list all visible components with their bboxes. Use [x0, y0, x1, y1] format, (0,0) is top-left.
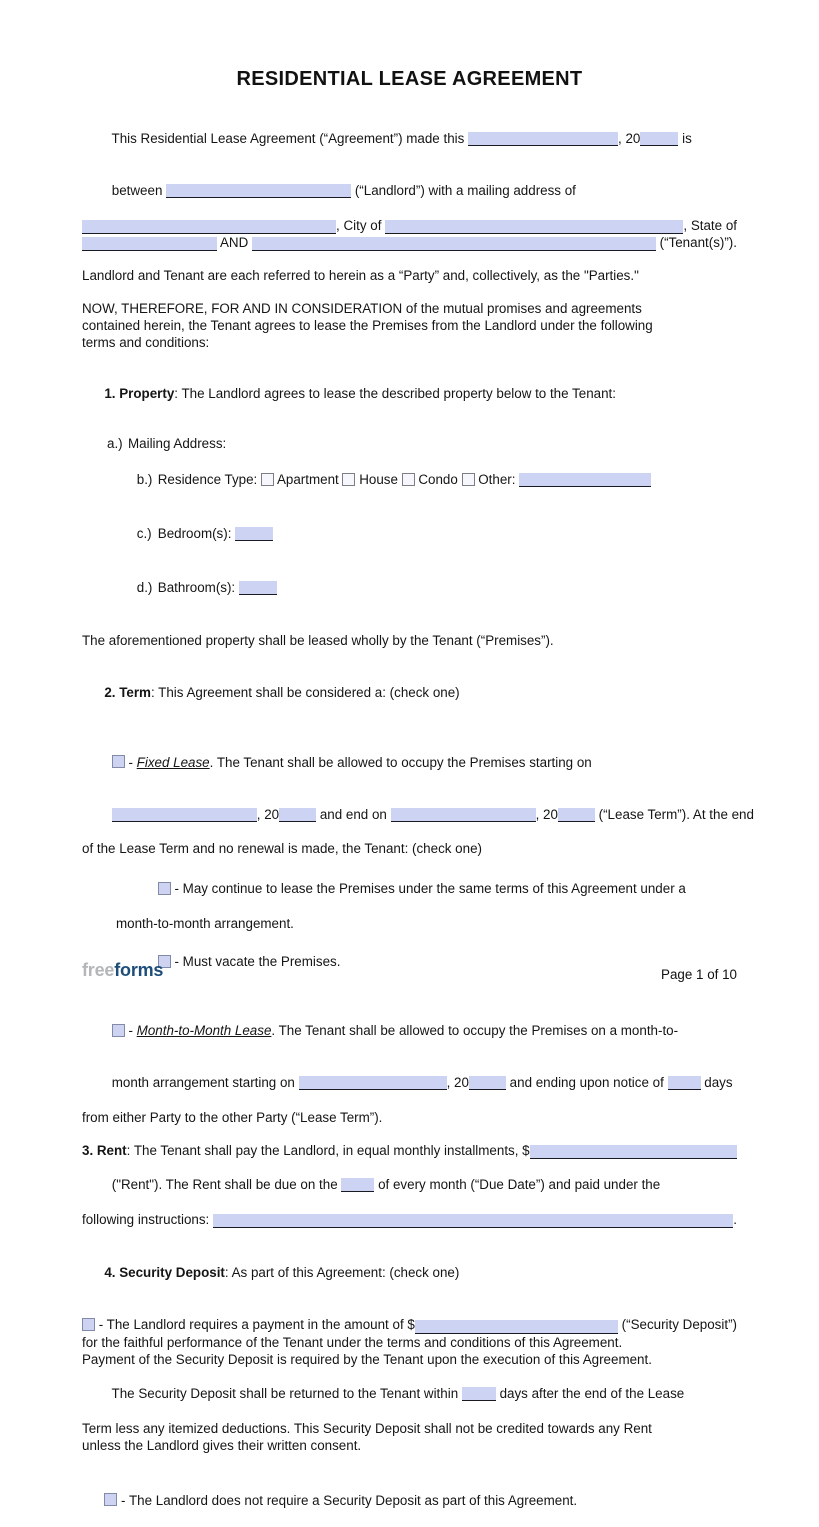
field-residence-other[interactable] [519, 473, 651, 487]
mtm-l2-text: month arrangement starting on [111, 1074, 299, 1090]
bathrooms-label: Bathroom(s): [157, 580, 239, 596]
field-tenant-names[interactable] [252, 237, 656, 251]
field-payment-instructions[interactable] [213, 1214, 733, 1228]
logo-forms-text: forms [114, 960, 164, 980]
list-item-residence-type [82, 453, 737, 507]
fixed-lease-dash: - [124, 754, 137, 770]
list-marker-a: a.) [107, 436, 123, 452]
field-fixed-end-year[interactable] [558, 808, 595, 822]
deposit-l1-text2: (“Security Deposit”) [617, 1317, 737, 1333]
list-marker-b: b.) [136, 472, 153, 488]
mtm-l2-text3: and ending upon notice of [505, 1074, 668, 1090]
deposit-line-1 [82, 1316, 737, 1333]
field-fixed-start-date[interactable] [112, 808, 257, 822]
list-marker-d: d.) [136, 580, 153, 596]
term-heading-label: 2. Term [104, 685, 151, 701]
checkbox-fixed-lease[interactable] [112, 755, 125, 768]
deposit-l4-text: The Security Deposit shall be returned to the Tenant within [111, 1386, 462, 1402]
deposit-l1-text: - The Landlord requires a payment in the amount of $ [95, 1317, 415, 1333]
fixed-lease-paragraph [82, 737, 754, 988]
security-heading-label: 4. Security Deposit [104, 1264, 225, 1280]
deposit-l4-text2: days after the end of the Lease [495, 1386, 685, 1402]
rent-line-2 [82, 1159, 737, 1211]
fixed-lease-line-1 [82, 737, 737, 789]
freeforms-logo [82, 959, 163, 981]
mailing-address-label: Mailing Address: [128, 436, 230, 452]
premises-note: The aforementioned property shall be leased wholly by the Tenant (“Premises”). [82, 633, 554, 649]
deposit-line-4 [82, 1368, 737, 1420]
checkbox-condo[interactable] [402, 473, 415, 486]
consideration-paragraph [82, 300, 737, 352]
checkbox-no-deposit[interactable] [104, 1493, 117, 1506]
property-list [82, 435, 737, 615]
fixed-lease-l2-text3: , 20 [535, 806, 558, 822]
intro-l1-text2: , 20 [618, 131, 641, 147]
bedrooms-label: Bedroom(s): [157, 526, 236, 542]
house-label: House [355, 472, 402, 488]
may-continue-text: - May continue to lease the Premises under the same terms of this Agreement under a [170, 881, 686, 897]
field-deposit-return-days[interactable] [462, 1387, 496, 1401]
field-fixed-end-date[interactable] [391, 808, 536, 822]
field-fixed-start-year[interactable] [279, 808, 316, 822]
security-heading-rest: : As part of this Agreement: (check one) [224, 1264, 460, 1280]
rent-heading-rest: : The Tenant shall pay the Landlord, in equal monthly installments, $ [126, 1142, 530, 1158]
rent-l2-text: ("Rent"). The Rent shall be due on the [111, 1177, 342, 1193]
field-agreement-year[interactable] [640, 132, 678, 146]
checkbox-month-to-month[interactable] [112, 1024, 125, 1037]
fixed-lease-l2-text4: (“Lease Term”). At the end [594, 806, 754, 822]
intro-l2-text: between [111, 183, 167, 199]
intro-l4-text: AND [217, 235, 252, 251]
field-state[interactable] [82, 237, 217, 251]
field-city[interactable] [385, 220, 683, 234]
field-bathrooms[interactable] [239, 581, 277, 595]
fixed-lease-l2-text2: and end on [316, 806, 391, 822]
deposit-required-paragraph [82, 1316, 737, 1454]
list-marker-c: c.) [136, 526, 152, 542]
deposit-line-2: for the faithful performance of the Tenant under the terms and conditions of this Agreement. [82, 1334, 623, 1350]
mtm-l2-text2: , 20 [446, 1074, 469, 1090]
rent-line-1 [82, 1142, 737, 1159]
fixed-lease-l2-text: , 20 [256, 806, 280, 822]
mtm-line-3: from either Party to the other Party (“Lease Term”). [82, 1109, 383, 1125]
option-may-continue-line-1 [82, 863, 737, 915]
residence-type-label: Residence Type: [157, 472, 261, 488]
intro-line-3 [82, 217, 737, 234]
intro-l4-text2: (“Tenant(s)”). [655, 235, 737, 251]
list-item-bedrooms [82, 507, 737, 561]
property-heading-label: 1. Property [104, 385, 175, 401]
deposit-line-5: Term less any itemized deductions. This Security Deposit shall not be credited towards any Rent [82, 1421, 652, 1437]
consideration-line-2: contained herein, the Tenant agrees to lease the Premises from the Landlord under the following [82, 317, 653, 333]
rent-paragraph [82, 1142, 737, 1228]
mtm-line-2 [82, 1057, 737, 1109]
fixed-lease-line-3: of the Lease Term and no renewal is made, the Tenant: (check one) [82, 841, 482, 857]
field-landlord-address[interactable] [82, 220, 336, 234]
no-deposit-text: - The Landlord does not require a Security Deposit as part of this Agreement. [117, 1492, 578, 1508]
checkbox-apartment[interactable] [261, 473, 274, 486]
checkbox-may-continue[interactable] [158, 882, 171, 895]
must-vacate-text: - Must vacate the Premises. [170, 954, 341, 970]
field-rent-due-day[interactable] [341, 1178, 374, 1192]
intro-l1-text3: is [678, 131, 692, 147]
option-may-continue-line-2: month-to-month arrangement. [116, 915, 294, 931]
intro-l2-text2: (“Landlord”) with a mailing address of [351, 183, 576, 199]
rent-l2-text2: of every month (“Due Date”) and paid under the [374, 1177, 661, 1193]
field-mtm-notice-days[interactable] [668, 1076, 701, 1090]
condo-label: Condo [414, 472, 462, 488]
list-item-bathrooms [82, 561, 737, 615]
no-deposit-paragraph [82, 1475, 737, 1527]
checkbox-house[interactable] [342, 473, 355, 486]
fixed-lease-name: Fixed Lease [136, 754, 210, 770]
mtm-text: . The Tenant shall be allowed to occupy the Premises on a month-to- [271, 1023, 679, 1039]
intro-line-2 [82, 165, 737, 217]
section-property-heading [82, 368, 737, 420]
mtm-name: Month-to-Month Lease [136, 1023, 272, 1039]
page-number: Page 1 of 10 [661, 967, 737, 982]
intro-line-4 [82, 234, 737, 251]
other-label: Other: [474, 472, 520, 488]
option-must-vacate [82, 936, 737, 988]
field-landlord-name[interactable] [166, 184, 351, 198]
rent-heading-label: 3. Rent [82, 1142, 127, 1158]
rent-line-3 [82, 1211, 737, 1228]
intro-line-1 [82, 113, 737, 165]
list-item-mailing-address [82, 435, 737, 453]
intro-l3-text: , City of [336, 217, 386, 233]
checkbox-deposit-required[interactable] [82, 1318, 95, 1331]
term-heading-rest: : This Agreement shall be considered a: (check one) [150, 685, 460, 701]
section-security-heading [82, 1246, 737, 1298]
parties-paragraph: Landlord and Tenant are each referred to herein as a “Party” and, collectively, as the "Parties." [82, 268, 639, 284]
fixed-lease-line-2 [82, 789, 754, 841]
deposit-line-6: unless the Landlord gives their written consent. [82, 1438, 362, 1454]
section-term-heading [82, 667, 737, 719]
intro-l3-text2: , State of [683, 217, 737, 233]
field-agreement-day[interactable] [468, 132, 618, 146]
consideration-line-3: terms and conditions: [82, 335, 210, 351]
month-to-month-paragraph [82, 1005, 737, 1126]
document-title: RESIDENTIAL LEASE AGREEMENT [236, 68, 583, 90]
consideration-line-1: NOW, THEREFORE, FOR AND IN CONSIDERATION of the mutual promises and agreements [82, 300, 642, 316]
deposit-line-3: Payment of the Security Deposit is required by the Tenant upon the execution of this Agreement. [82, 1351, 652, 1367]
mtm-line-1 [82, 1005, 737, 1057]
field-rent-amount[interactable] [530, 1145, 737, 1159]
mtm-l2-text4: days [700, 1074, 733, 1090]
checkbox-other[interactable] [462, 473, 475, 486]
property-heading-rest: : The Landlord agrees to lease the described property below to the Tenant: [174, 385, 616, 401]
intro-paragraph [82, 113, 737, 251]
field-mtm-start-date[interactable] [299, 1076, 447, 1090]
rent-l3-text2: . [733, 1212, 737, 1228]
fixed-lease-text: . The Tenant shall be allowed to occupy the Premises starting on [209, 754, 592, 770]
logo-free-text: free [82, 960, 115, 980]
apartment-label: Apartment [274, 472, 343, 488]
field-mtm-start-year[interactable] [469, 1076, 506, 1090]
field-deposit-amount[interactable] [415, 1320, 618, 1334]
field-bedrooms[interactable] [235, 527, 273, 541]
intro-l1-text: This Residential Lease Agreement (“Agreement”) made this [111, 131, 469, 147]
rent-l3-text: following instructions: [82, 1212, 213, 1228]
mtm-dash: - [124, 1023, 137, 1039]
